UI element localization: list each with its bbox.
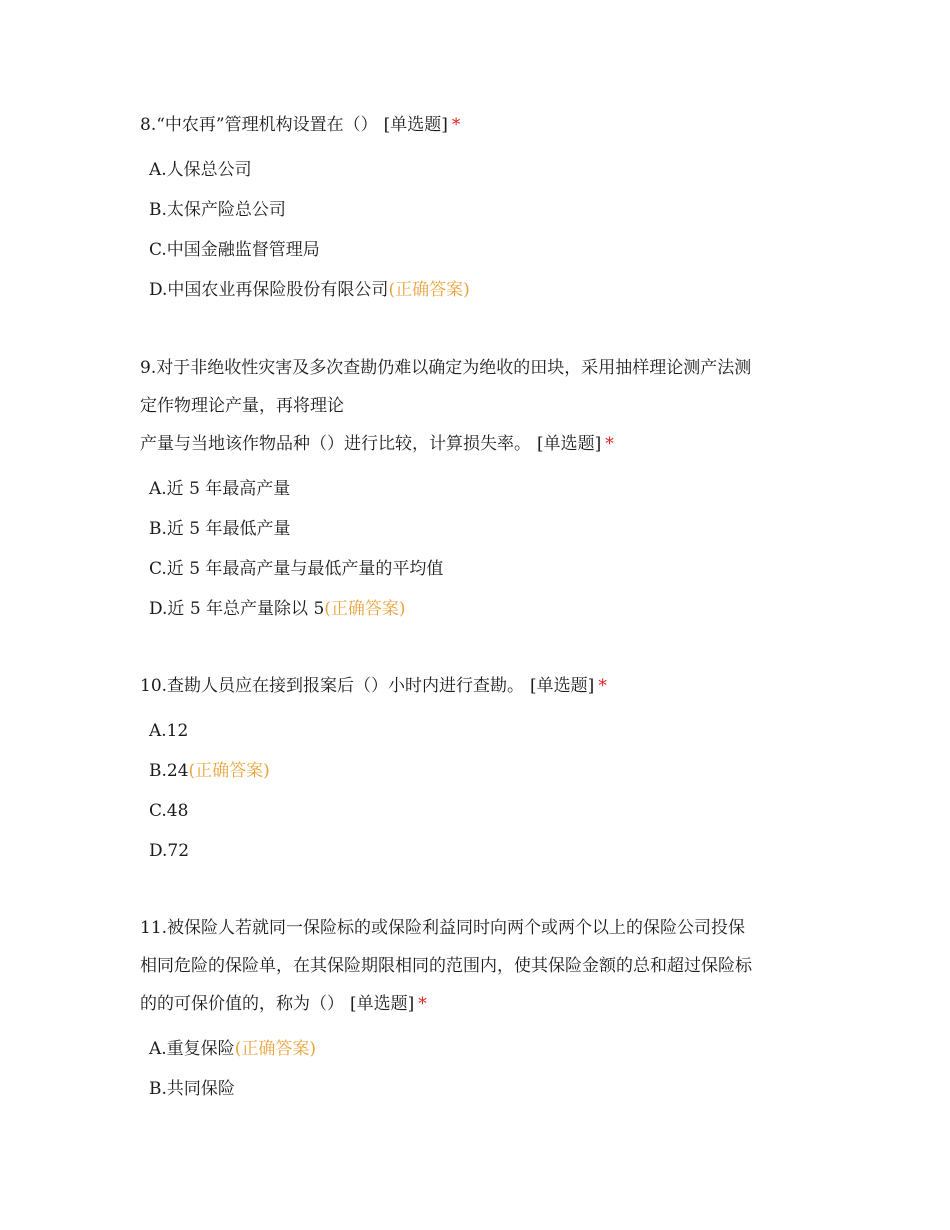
option-label: A.12 [149, 721, 189, 741]
option-a[interactable] [149, 711, 820, 751]
stem-line [140, 909, 820, 947]
correct-answer-tag: (正确答案) [188, 761, 270, 781]
option-d[interactable] [149, 831, 820, 871]
option-b[interactable] [149, 190, 820, 230]
question-stem [140, 667, 820, 705]
question-number: 11. [140, 918, 168, 938]
option-label: D.中国农业再保险股份有限公司 [149, 280, 389, 300]
question-type: [单选题] [350, 994, 415, 1014]
stem-line [140, 425, 820, 463]
required-marker: * [598, 676, 607, 696]
option-a[interactable] [149, 469, 820, 509]
stem-text: 对于非绝收性灾害及多次查勘仍难以确定为绝收的田块，采用抽样理论测产法测 [156, 358, 752, 378]
stem-line [140, 349, 820, 387]
options-list [140, 711, 820, 871]
option-label: B.共同保险 [149, 1079, 235, 1099]
question-type: [单选题] [530, 676, 595, 696]
option-label: A.近 5 年最高产量 [149, 479, 291, 499]
option-label: C.近 5 年最高产量与最低产量的平均值 [149, 559, 444, 579]
question-stem [140, 106, 820, 144]
question-number: 10. [140, 676, 168, 696]
option-b[interactable] [149, 509, 820, 549]
correct-answer-tag: (正确答案) [234, 1039, 316, 1059]
question-stem [140, 349, 820, 463]
required-marker: * [605, 434, 614, 454]
option-c[interactable] [149, 549, 820, 589]
option-label: A.重复保险 [149, 1039, 235, 1059]
question-number: 8. [140, 115, 157, 135]
option-b[interactable] [149, 1069, 820, 1109]
stem-text: 被保险人若就同一保险标的或保险利益同时向两个或两个以上的保险公司投保 [167, 918, 746, 938]
options-list [140, 469, 820, 629]
stem-line [140, 947, 820, 985]
question-type: [单选题] [383, 115, 448, 135]
option-a[interactable] [149, 150, 820, 190]
stem-text: 相同危险的保险单，在其保险期限相同的范围内，使其保险金额的总和超过保险标 [140, 956, 752, 976]
question-11 [140, 909, 820, 1109]
option-c[interactable] [149, 791, 820, 831]
stem-text: “中农再”管理机构设置在（） [156, 115, 378, 135]
question-type: [单选题] [537, 434, 602, 454]
stem-line [140, 985, 820, 1023]
stem-line [140, 387, 820, 425]
required-marker: * [418, 994, 427, 1014]
option-label: D.近 5 年总产量除以 5 [149, 599, 325, 619]
option-label: B.近 5 年最低产量 [149, 519, 291, 539]
options-list [140, 150, 820, 310]
option-b[interactable] [149, 751, 820, 791]
option-label: B.24 [149, 761, 189, 781]
question-9 [140, 349, 820, 629]
stem-text: 的的可保价值的，称为（） [140, 994, 344, 1014]
option-label: C.中国金融监督管理局 [149, 240, 320, 260]
question-number: 9. [140, 358, 157, 378]
stem-line [140, 106, 820, 144]
question-stem [140, 909, 820, 1023]
option-label: A.人保总公司 [149, 160, 252, 180]
stem-line [140, 667, 820, 705]
option-d[interactable] [149, 589, 820, 629]
option-a[interactable] [149, 1029, 820, 1069]
option-label: D.72 [149, 841, 190, 861]
options-list [140, 1029, 820, 1109]
question-10 [140, 667, 820, 871]
question-8 [140, 106, 820, 310]
correct-answer-tag: (正确答案) [324, 599, 406, 619]
stem-text: 定作物理论产量，再将理论 [140, 396, 344, 416]
correct-answer-tag: (正确答案) [388, 280, 470, 300]
option-c[interactable] [149, 230, 820, 270]
stem-text: 产量与当地该作物品种（）进行比较，计算损失率。 [140, 434, 531, 454]
stem-text: 查勘人员应在接到报案后（）小时内进行查勘。 [167, 676, 525, 696]
option-label: C.48 [149, 801, 189, 821]
option-d[interactable] [149, 270, 820, 310]
option-label: B.太保产险总公司 [149, 200, 286, 220]
required-marker: * [451, 115, 461, 135]
